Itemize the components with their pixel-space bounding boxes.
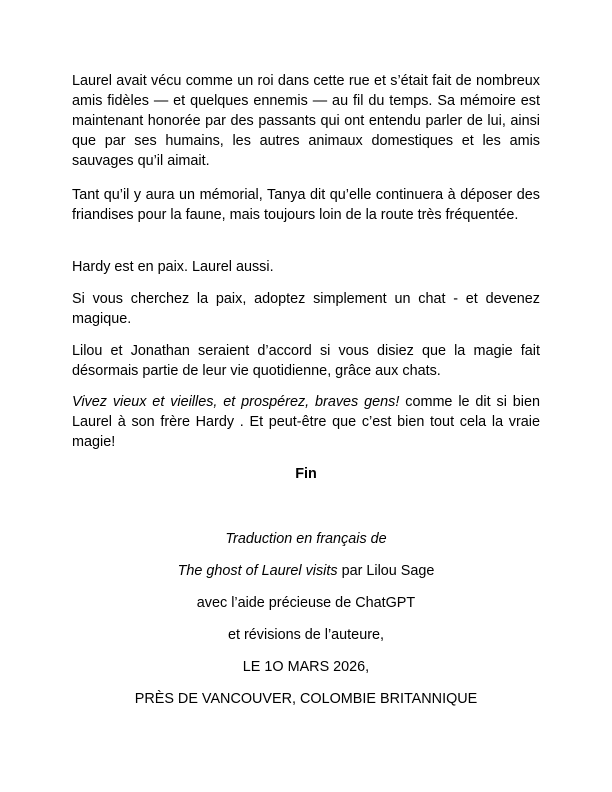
closing-quote-rest: comme le dit si bien Laurel à son frère Hardy . Et peut-être que c’est bien tout cela la vraie magie! — [72, 394, 540, 450]
paragraph-tanya-memorial: Tant qu’il y aura un mémorial, Tanya dit qu’elle continuera à déposer des friandises pour la faune, mais toujours loin de la route très fréquentée. — [72, 187, 540, 223]
credits-date-line: LE 1O MARS 2026, — [242, 659, 370, 675]
credits-author: par Lilou Sage — [337, 563, 435, 579]
credits-translation-line — [72, 529, 540, 549]
credits-original-title: The ghost of Laurel visits — [177, 563, 338, 579]
paragraph-hardy-peace: Hardy est en paix. Laurel aussi. — [72, 259, 274, 275]
credits-location-line: PRÈS DE VANCOUVER, COLOMBIE BRITANNIQUE — [134, 691, 478, 707]
paragraph-adopt-cat: Si vous cherchez la paix, adoptez simplement un chat - et devenez magique. — [72, 291, 540, 327]
fin-heading: Fin — [295, 466, 317, 482]
credits-original-title-line — [72, 561, 540, 581]
credits-revisions-line: et révisions de l’auteure, — [228, 627, 384, 643]
paragraph-closing-quote — [72, 392, 540, 452]
paragraph-lilou-jonathan: Lilou et Jonathan seraient d’accord si vous disiez que la magie fait désormais partie de leur vie quotidienne, grâce aux chats. — [72, 343, 540, 379]
credits-chatgpt-line: avec l’aide précieuse de ChatGPT — [196, 595, 416, 611]
closing-quote-italic: Vivez vieux et vieilles, et prospérez, braves gens! — [72, 394, 400, 410]
credits-translation-text: Traduction en français de — [225, 531, 387, 547]
paragraph-laurel-memory: Laurel avait vécu comme un roi dans cette rue et s’était fait de nombreux amis fidèles — et quelques ennemis — au fil du temps. Sa mémoire est maintenant honorée par des passants qui ont entendu parler de lui, ainsi que par ses humains, les autres animaux domestiques et les amis sauvages qu’il aimait. — [72, 73, 540, 169]
